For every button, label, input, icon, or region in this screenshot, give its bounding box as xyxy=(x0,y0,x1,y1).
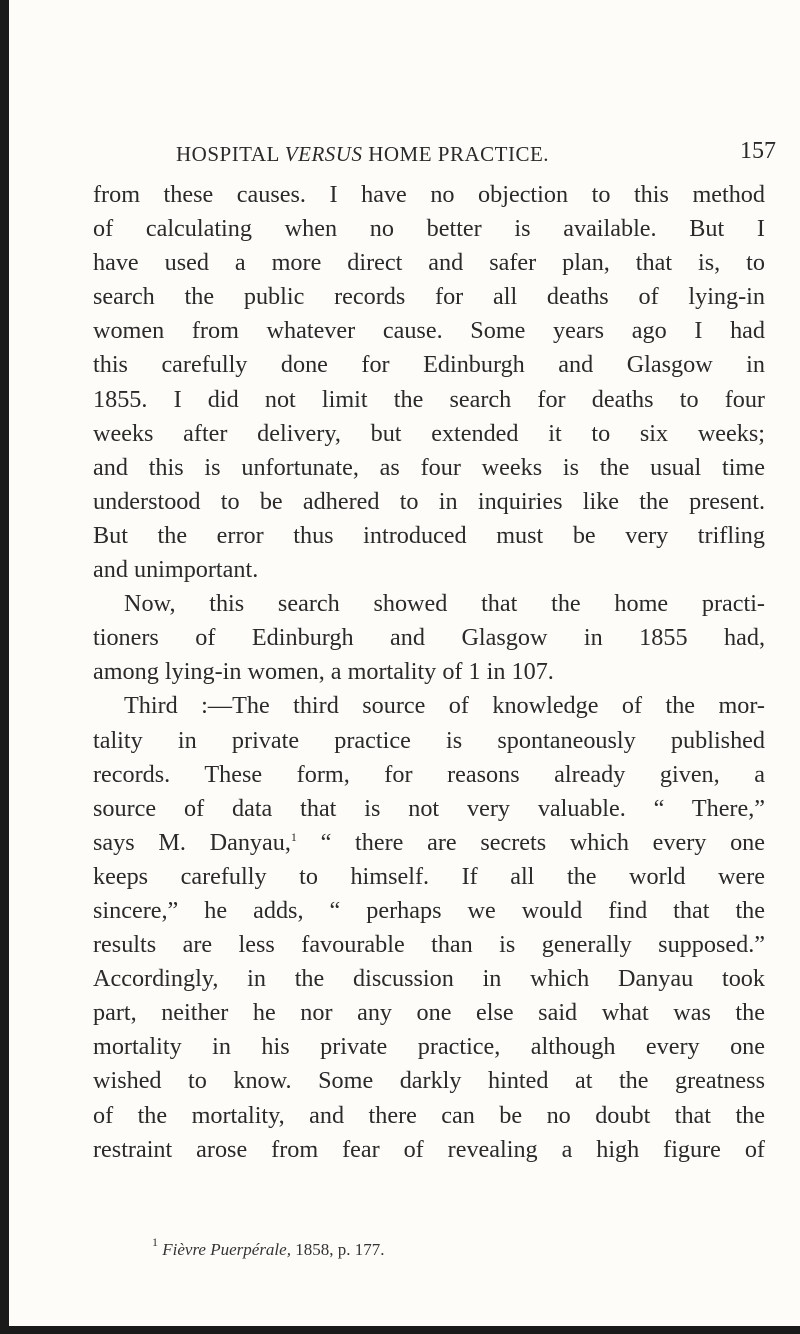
body-text xyxy=(93,178,765,1167)
text-line: part, neither he nor any one else said what was the xyxy=(93,999,765,1027)
text-line: from these causes. I have no objection to this method xyxy=(93,181,765,208)
footnote xyxy=(152,1235,385,1260)
text-line: search the public records for all deaths of lying-in xyxy=(93,283,765,311)
text-line xyxy=(93,826,765,860)
text-line: keeps carefully to himself. If all the world were xyxy=(93,862,765,890)
text-line: 1855. I did not limit the search for deaths to four xyxy=(93,385,765,413)
footnote-title: Fièvre Puerpérale, xyxy=(162,1240,291,1259)
text-line: weeks after delivery, but extended it to six weeks; xyxy=(93,419,765,447)
text-line: sincere,” he adds, “ perhaps we would find that the xyxy=(93,896,765,924)
text-line: have used a more direct and safer plan, that is, to xyxy=(93,249,765,277)
running-head-part1: HOSPITAL xyxy=(176,142,285,166)
text-line: mortality in his private practice, although every one xyxy=(93,1033,765,1061)
text-line: records. These form, for reasons already given, a xyxy=(93,760,765,788)
text-line: But the error thus introduced must be very trifling xyxy=(93,521,765,549)
running-head xyxy=(176,142,618,167)
running-head-italic: VERSUS xyxy=(284,142,363,166)
scan-edge-bottom xyxy=(0,1326,800,1334)
text-line: women from whatever cause. Some years ago I had xyxy=(93,317,765,345)
running-head-part2: HOME PRACTICE. xyxy=(362,142,550,166)
text-segment: says M. Danyau, xyxy=(93,828,291,856)
scan-edge-left xyxy=(0,0,9,1334)
text-line: Now, this search showed that the home practi- xyxy=(124,590,765,618)
text-line: and unimportant. xyxy=(93,556,259,584)
text-line: understood to be adhered to in inquiries like the present. xyxy=(93,487,765,515)
text-line: tality in private practice is spontaneously published xyxy=(93,726,765,754)
footnote-reference: 1 xyxy=(290,829,297,844)
text-line: restraint arose from fear of revealing a high figure of xyxy=(93,1135,765,1163)
text-segment: “ there are secrets which every one xyxy=(320,828,766,856)
text-line: of the mortality, and there can be no doubt that the xyxy=(93,1101,765,1129)
footnote-details: 1858, p. 177. xyxy=(290,1240,385,1259)
text-line: among lying-in women, a mortality of 1 in 107. xyxy=(93,658,554,686)
text-line: tioners of Edinburgh and Glasgow in 1855 had, xyxy=(93,624,765,652)
text-line: results are less favourable than is generally supposed.” xyxy=(93,931,765,959)
text-line: this carefully done for Edinburgh and Glasgow in xyxy=(93,351,765,379)
page-number: 157 xyxy=(740,138,776,164)
footnote-marker: 1 xyxy=(152,1235,158,1249)
text-line: wished to know. Some darkly hinted at the greatness xyxy=(93,1067,765,1095)
text-line: and this is unfortunate, as four weeks is the usual time xyxy=(93,453,765,481)
text-line: source of data that is not very valuable. “ There,” xyxy=(93,794,765,822)
text-line: of calculating when no better is available. But I xyxy=(93,215,765,243)
text-line: Accordingly, in the discussion in which Danyau took xyxy=(93,965,765,993)
text-line: Third :—The third source of knowledge of the mor- xyxy=(124,692,765,720)
